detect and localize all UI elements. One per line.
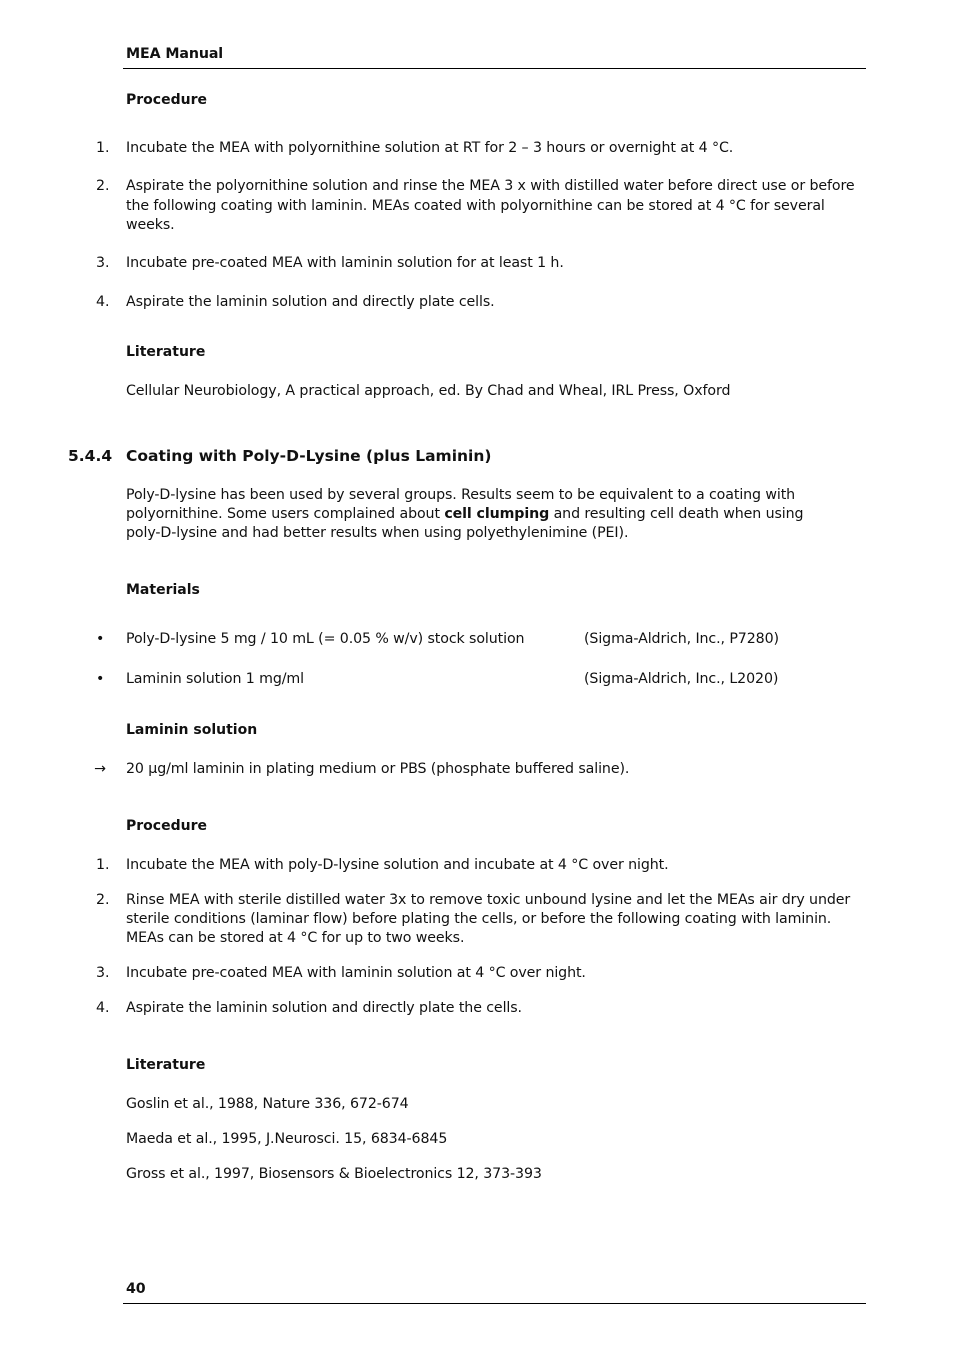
- step-text: Incubate pre-coated MEA with laminin solution at 4 °C over night.: [126, 965, 586, 981]
- intro-line: poly-D-lysine and had better results when using polyethylenimine (PEI).: [126, 525, 629, 541]
- step-text-line: MEAs can be stored at 4 °C for up to two weeks.: [126, 930, 465, 946]
- laminin-text: 20 µg/ml laminin in plating medium or PBS (phosphate buffered saline).: [126, 761, 630, 777]
- section-title: Coating with Poly-D-Lysine (plus Laminin): [126, 447, 492, 465]
- step-text: Incubate pre-coated MEA with laminin solution for at least 1 h.: [126, 255, 564, 271]
- step-text-line: the following coating with laminin. MEAs coated with polyornithine can be stored at 4 °C for several: [126, 198, 825, 214]
- intro-emphasis: cell clumping: [444, 506, 550, 522]
- procedure-heading: Procedure: [126, 92, 207, 108]
- literature-reference: Gross et al., 1997, Biosensors & Bioelectronics 12, 373-393: [126, 1166, 542, 1182]
- step-text: Aspirate the laminin solution and directly plate the cells.: [126, 1000, 522, 1016]
- step-number: 1.: [96, 140, 110, 156]
- step-text-line: Rinse MEA with sterile distilled water 3x to remove toxic unbound lysine and let the MEAs air dry under: [126, 892, 851, 908]
- step-number: 4.: [96, 294, 110, 310]
- materials-heading: Materials: [126, 582, 200, 598]
- laminin-heading: Laminin solution: [126, 722, 258, 738]
- literature-reference: Goslin et al., 1988, Nature 336, 672-674: [126, 1096, 409, 1112]
- intro-text: polyornithine. Some users complained about: [126, 506, 445, 522]
- page-number: 40: [126, 1281, 146, 1297]
- header-rule: [123, 68, 866, 69]
- arrow-right-icon: →: [94, 761, 106, 777]
- step-number: 2.: [96, 178, 110, 194]
- material-source: (Sigma-Aldrich, Inc., L2020): [584, 671, 779, 687]
- section-number: 5.4.4: [68, 447, 113, 465]
- step-text: Incubate the MEA with poly-D-lysine solution and incubate at 4 °C over night.: [126, 857, 669, 873]
- step-number: 4.: [96, 1000, 110, 1016]
- bullet-icon: •: [96, 671, 105, 687]
- step-text-line: sterile conditions (laminar flow) before plating the cells, or before the following coating with laminin.: [126, 911, 832, 927]
- literature-reference: Maeda et al., 1995, J.Neurosci. 15, 6834-6845: [126, 1131, 448, 1147]
- literature-heading: Literature: [126, 1057, 206, 1073]
- material-source: (Sigma-Aldrich, Inc., P7280): [584, 631, 779, 647]
- step-number: 1.: [96, 857, 110, 873]
- bullet-icon: •: [96, 631, 105, 647]
- intro-text: and resulting cell death when using: [549, 506, 804, 522]
- step-text-line: Aspirate the polyornithine solution and rinse the MEA 3 x with distilled water before direct use or before: [126, 178, 855, 194]
- footer-rule: [123, 1303, 866, 1304]
- intro-line: Poly-D-lysine has been used by several groups. Results seem to be equivalent to a coating with: [126, 487, 796, 503]
- step-number: 3.: [96, 965, 110, 981]
- step-text-line: weeks.: [126, 217, 175, 233]
- running-header: MEA Manual: [126, 46, 224, 62]
- intro-line: [126, 505, 803, 525]
- step-number: 3.: [96, 255, 110, 271]
- literature-heading: Literature: [126, 344, 206, 360]
- literature-reference: Cellular Neurobiology, A practical approach, ed. By Chad and Wheal, IRL Press, Oxford: [126, 383, 731, 399]
- material-name: Laminin solution 1 mg/ml: [126, 671, 304, 687]
- step-text: Aspirate the laminin solution and directly plate cells.: [126, 294, 495, 310]
- step-number: 2.: [96, 892, 110, 908]
- material-name: Poly-D-lysine 5 mg / 10 mL (= 0.05 % w/v) stock solution: [126, 631, 525, 647]
- procedure-heading: Procedure: [126, 818, 207, 834]
- step-text: Incubate the MEA with polyornithine solution at RT for 2 – 3 hours or overnight at 4 °C.: [126, 140, 734, 156]
